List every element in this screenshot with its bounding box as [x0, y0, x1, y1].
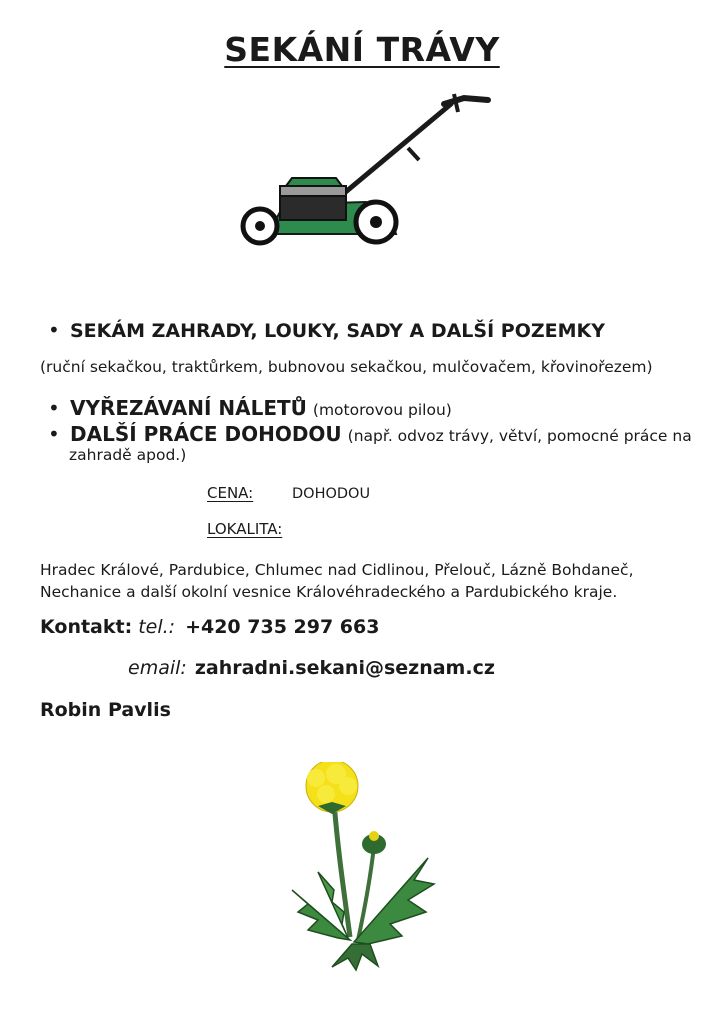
service-main: SEKÁM ZAHRADY, LOUKY, SADY A DALŠÍ POZEMKY [70, 320, 605, 342]
location-label: LOKALITA: [207, 520, 283, 538]
contact-phone-line [40, 616, 379, 638]
dandelion-illustration [278, 762, 448, 972]
phone-number[interactable]: +420 735 297 663 [185, 616, 380, 638]
bullet-icon: • [48, 318, 60, 342]
contact-name: Robin Pavlis [40, 699, 171, 721]
contact-label: Kontakt: [40, 616, 133, 638]
price-value: DOHODOU [292, 486, 371, 502]
email-address[interactable]: zahradni.sekani@seznam.cz [194, 657, 495, 679]
email-label: email: [128, 657, 187, 679]
bullet-icon: • [48, 396, 60, 420]
price-label: CENA: [207, 484, 254, 502]
service-note-continued: zahradě apod.) [69, 446, 187, 464]
service-main: DALŠÍ PRÁCE DOHODOU [70, 422, 342, 446]
service-item [48, 396, 452, 420]
lawn-mower-illustration [236, 92, 498, 248]
service-note: (např. odvoz trávy, větví, pomocné práce na [347, 427, 692, 445]
location-text: Hradec Králové, Pardubice, Chlumec nad Cidlinou, Přelouč, Lázně Bohdaneč, Nechanice a další okolní vesnice Královéhradeckého a Pardubického kraje. [40, 561, 634, 601]
service-item [48, 318, 605, 342]
service-tools: (ruční sekačkou, traktůrkem, bubnovou sekačkou, mulčovačem, křovinořezem) [40, 358, 653, 376]
service-main: VYŘEZÁVANÍ NÁLETŮ [70, 396, 307, 420]
tel-label: tel.: [138, 616, 176, 638]
bullet-icon: • [48, 422, 60, 446]
service-note: (motorovou pilou) [312, 401, 452, 419]
contact-email-line [128, 657, 495, 679]
page-title: SEKÁNÍ TRÁVY [224, 30, 500, 69]
service-item [48, 422, 692, 446]
